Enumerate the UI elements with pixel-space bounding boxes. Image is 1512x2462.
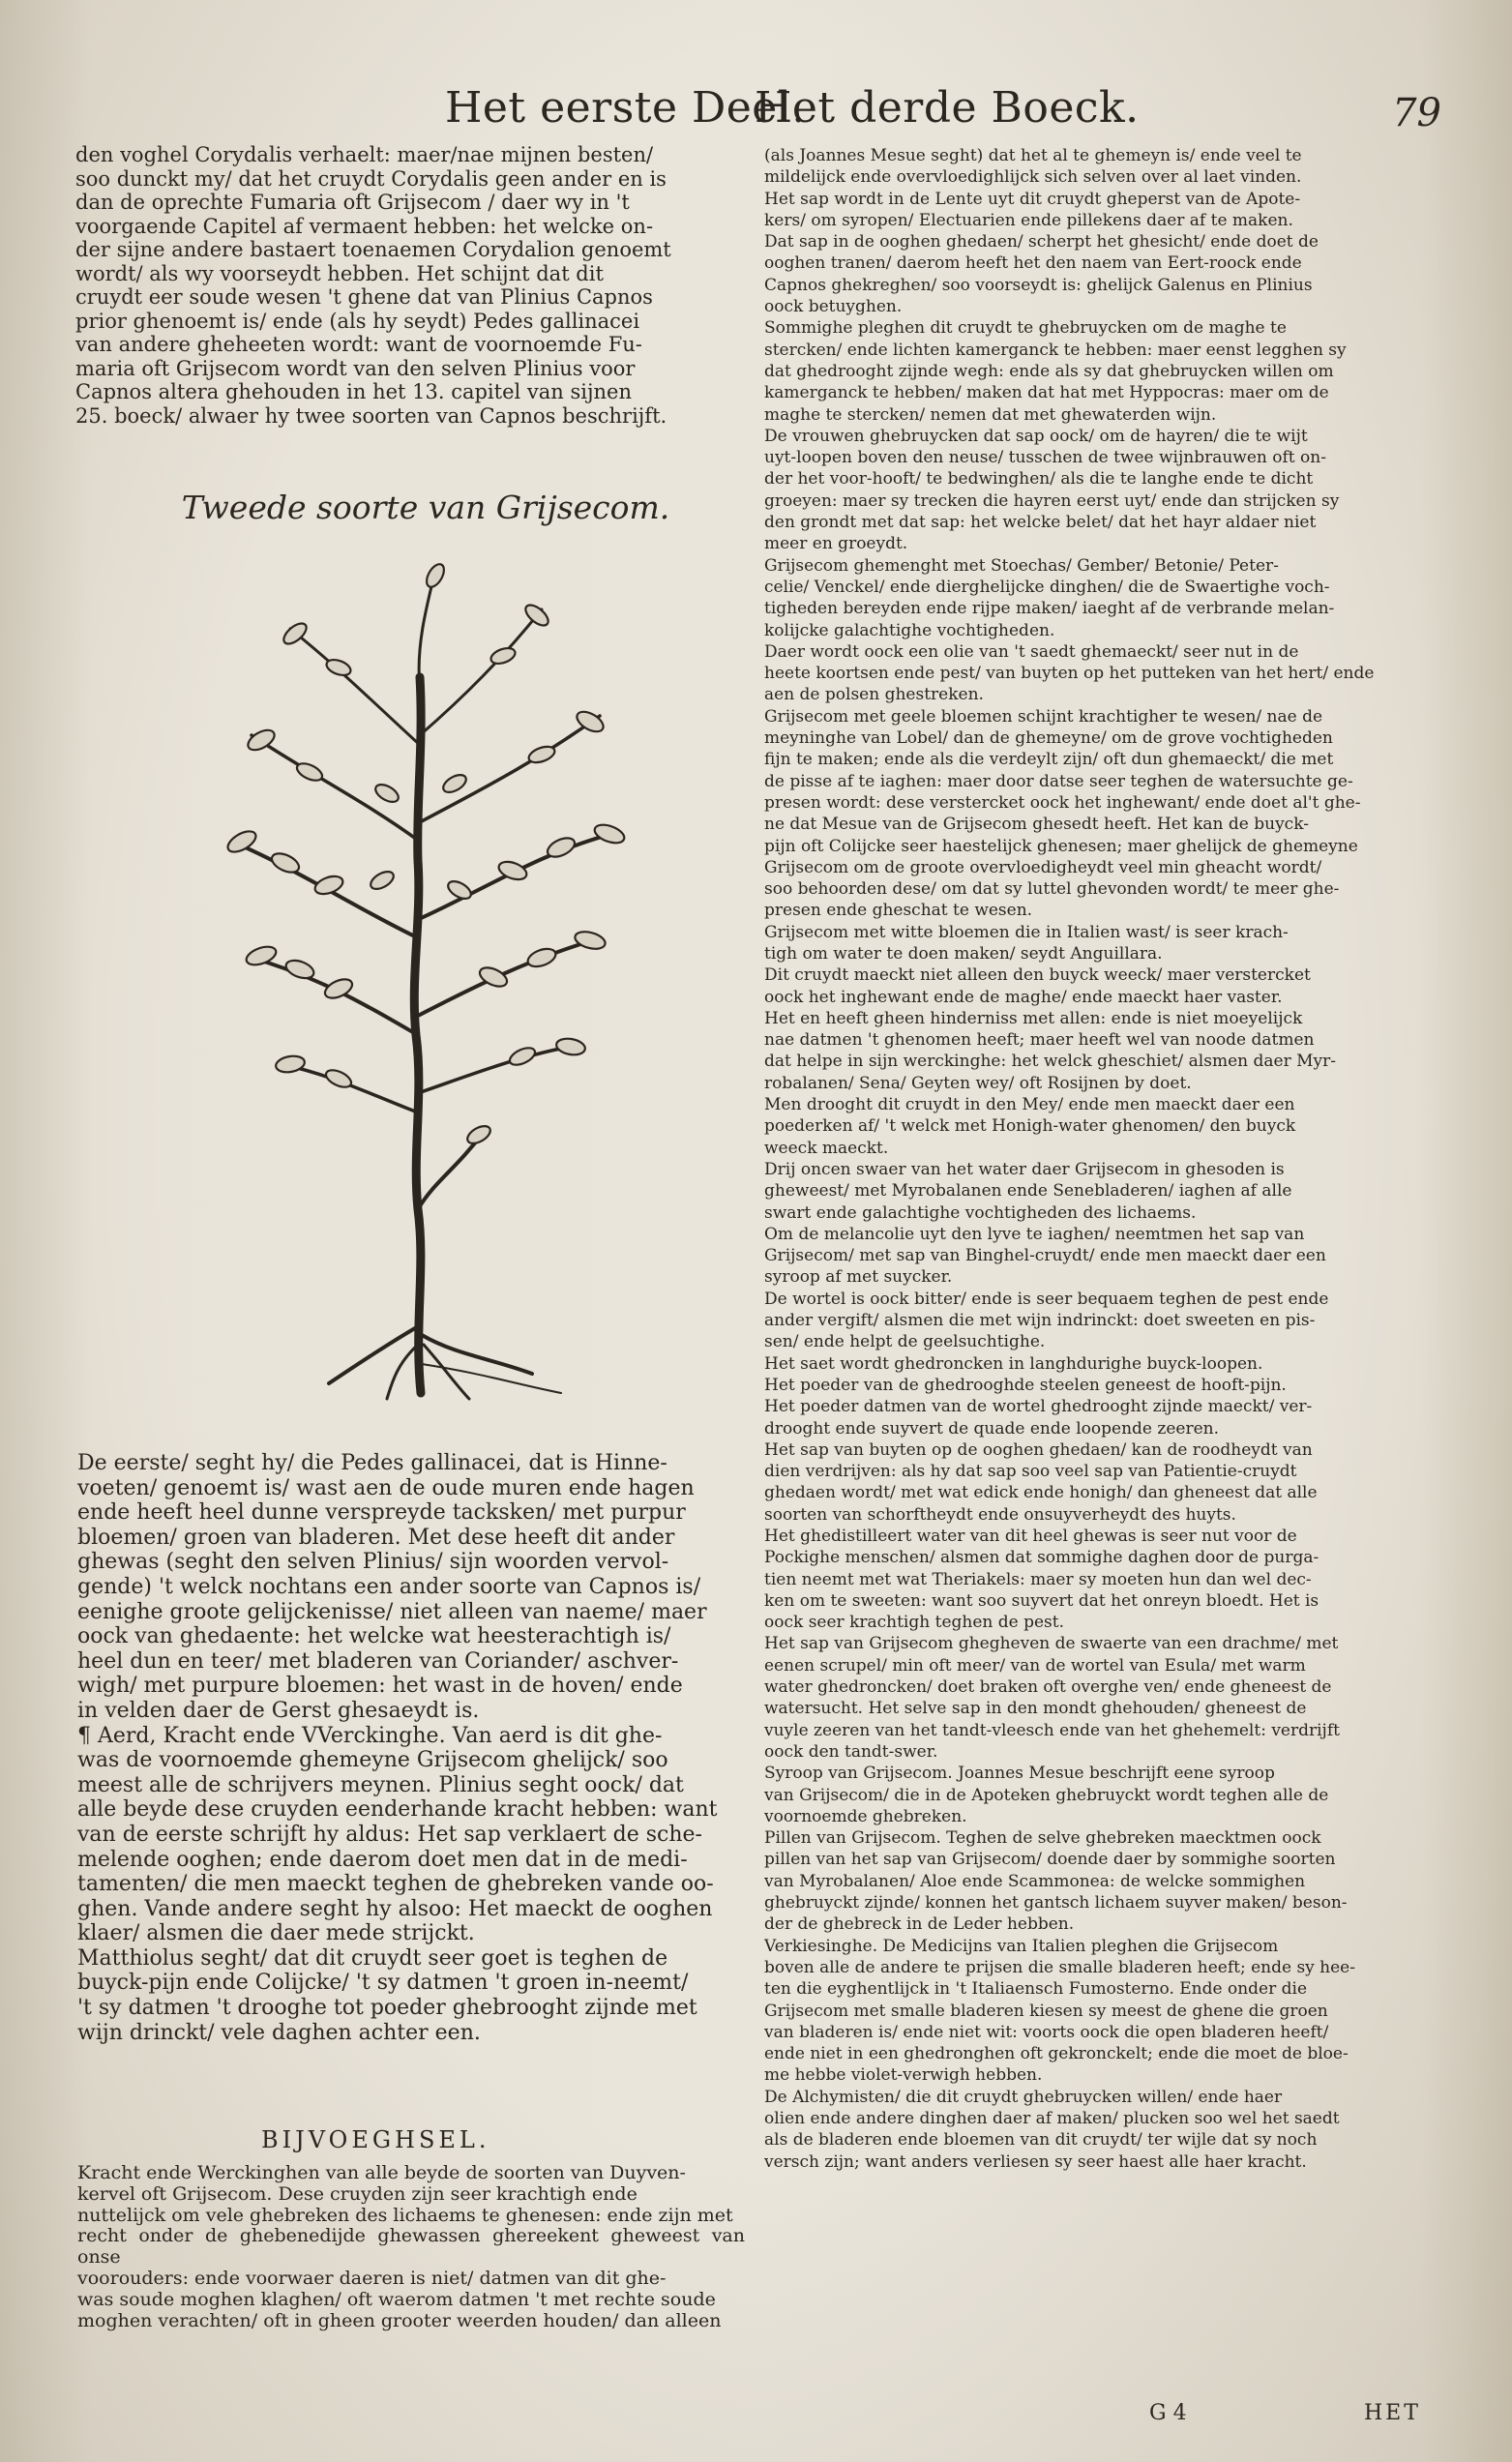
text-line: soo dunckt my/ dat het cruydt Corydalis geen ander en is xyxy=(75,166,667,191)
text-line: voornoemde ghebreken. xyxy=(764,1806,967,1826)
text-line: kers/ om syropen/ Electuarien ende pillekens daer af te maken. xyxy=(764,210,1293,230)
text-line: Dit cruydt maeckt niet alleen den buyck weeck/ maer verstercket xyxy=(764,965,1311,986)
text-line: meest alle de schrijvers meynen. Plinius seght oock/ dat xyxy=(77,1772,684,1797)
text-line: oock betuyghen. xyxy=(764,297,903,317)
section-heading: BIJVOEGHSEL. xyxy=(261,2126,490,2153)
text-line: water ghedroncken/ doet braken oft overghe ven/ ende gheneest de xyxy=(764,1677,1332,1698)
text-line: ende heeft heel dunne verspreyde tacksken/ met purpur xyxy=(77,1500,686,1526)
text-line: dat ghedrooght zijnde wegh: ende als sy dat ghebruycken willen om xyxy=(764,361,1334,381)
text-line: Syroop van Grijsecom. Joannes Mesue beschrijft eene syroop xyxy=(764,1764,1275,1784)
text-line: Het poeder datmen van de wortel ghedrooght zijnde maeckt/ ver- xyxy=(764,1397,1313,1417)
text-line: (als Joannes Mesue seght) dat het al te ghemeyn is/ ende veel te xyxy=(764,146,1302,165)
text-line: De vrouwen ghebruycken dat sap oock/ om de hayren/ die te wijt xyxy=(764,426,1308,446)
text-line: voorouders: ende voorwaer daeren is niet/ datmen van dit ghe- xyxy=(77,2267,667,2289)
text-line: Matthiolus seght/ dat dit cruydt seer goet is teghen de xyxy=(77,1945,668,1971)
text-line: Kracht ende Werckinghen van alle beyde de soorten van Duyven- xyxy=(77,2162,686,2183)
page-number: 79 xyxy=(1392,91,1441,135)
text-line: recht onder de ghebenedijde ghewassen ghereekent gheweest van onse xyxy=(77,2225,745,2269)
text-line: pijn oft Colijcke seer haestelijck ghenesen; maer ghelijck de ghemeyne xyxy=(764,836,1358,856)
text-line: Capnos altera ghehouden in het 13. capitel van sijnen xyxy=(75,380,632,403)
text-line: Grijsecom/ met sap van Binghel-cruydt/ ende men maeckt daer een xyxy=(764,1246,1326,1266)
text-line: Grijsecom ghemenght met Stoechas/ Gember/ Betonie/ Peter- xyxy=(764,555,1279,576)
text-line: als de bladeren ende bloemen van dit cruydt/ ter wijle dat sy noch xyxy=(764,2130,1318,2151)
text-line: Dat sap in de ooghen ghedaen/ scherpt het ghesicht/ ende doet de xyxy=(764,232,1319,252)
text-line: heete koortsen ende pest/ van buyten op het putteken van het hert/ ende xyxy=(764,664,1375,684)
text-line: Verkiesinghe. De Medicijns van Italien pleghen die Grijsecom xyxy=(764,1936,1279,1956)
text-line: oock het inghewant ende de maghe/ ende maeckt haer vaster. xyxy=(764,987,1283,1007)
text-line: Om de melancolie uyt den lyve te iaghen/ neemtmen het sap van xyxy=(764,1224,1305,1244)
text-line: Het sap van Grijsecom ghegheven de swaerte van een drachme/ met xyxy=(764,1634,1339,1654)
text-line: poederken af/ 't welck met Honigh-water ghenomen/ den buyck xyxy=(764,1116,1296,1137)
text-line: ander vergift/ alsmen die met wijn indrinckt: doet sweeten en pis- xyxy=(764,1311,1316,1331)
text-line: ¶ Aerd, Kracht ende VVerckinghe. Van aerd is dit ghe- xyxy=(77,1723,663,1748)
text-line: cruydt eer soude wesen 't ghene dat van Plinius Capnos xyxy=(75,285,653,309)
text-line: van de eerste schrijft hy aldus: Het sap verklaert de sche- xyxy=(77,1822,702,1847)
text-line: den grondt met dat sap: het welcke belet/ dat het hayr aldaer niet xyxy=(764,513,1317,533)
text-line: De wortel is oock bitter/ ende is seer bequaem teghen de pest ende xyxy=(764,1289,1329,1309)
text-line: Daer wordt oock een olie van 't saedt ghemaeckt/ seer nut in de xyxy=(764,641,1299,662)
text-line: de pisse af te iaghen: maer door datse seer teghen de watersuchte ge- xyxy=(764,771,1353,791)
text-line: prior ghenoemt is/ ende (als hy seydt) Pedes gallinacei xyxy=(75,309,640,333)
text-line: Pockighe menschen/ alsmen dat sommighe daghen door de purga- xyxy=(764,1548,1319,1568)
text-line: dan de oprechte Fumaria oft Grijsecom / daer wy in 't xyxy=(75,191,630,214)
text-line: was de voornoemde ghemeyne Grijsecom ghelijck/ soo xyxy=(77,1748,668,1773)
text-line: ghen. Vande andere seght hy alsoo: Het maeckt de ooghen xyxy=(77,1896,713,1921)
text-line: ken om te sweeten: want soo suyvert dat het onreyn bloedt. Het is xyxy=(764,1590,1319,1611)
text-line: dat helpe in sijn werckinghe: het welck gheschiet/ alsmen daer Myr- xyxy=(764,1052,1336,1072)
text-line: Het sap wordt in de Lente uyt dit cruydt gheperst van de Apote- xyxy=(764,189,1301,209)
text-line: 't sy datmen 't drooghe tot poeder ghebrooght zijnde met xyxy=(77,1996,697,2021)
text-line: soo behoorden dese/ om dat sy luttel ghevonden wordt/ te meer ghe- xyxy=(764,879,1340,900)
text-line: soorten van schorftheydt ende onsuyverheydt des huyts. xyxy=(764,1504,1236,1525)
text-line: presen ende gheschat te wesen. xyxy=(764,901,1033,921)
left-column-bottom-text xyxy=(77,1451,745,2045)
text-line: eenen scrupel/ min oft meer/ van de wortel van Esula/ met warm xyxy=(764,1655,1306,1676)
text-line: 25. boeck/ alwaer hy twee soorten van Capnos beschrijft. xyxy=(75,403,667,428)
bijvoeghsel-text xyxy=(77,2163,745,2331)
text-line: tien neemt met wat Theriakels: maer sy moeten hun dan wel dec- xyxy=(764,1569,1312,1589)
text-line: alle beyde dese cruyden eenderhande kracht hebben: want xyxy=(77,1797,718,1823)
text-line: weeck maeckt. xyxy=(764,1138,889,1158)
text-line: uyt-loopen boven den neuse/ tusschen de twee wijnbrauwen oft on- xyxy=(764,448,1326,468)
text-line: gende) 't welck nochtans een ander soorte van Capnos is/ xyxy=(77,1574,701,1599)
text-line: maghe te stercken/ nemen dat met ghewaterden wijn. xyxy=(764,404,1217,425)
text-line: Drij oncen swaer van het water daer Grijsecom in ghesoden is xyxy=(764,1159,1285,1179)
text-line: pillen van het sap van Grijsecom/ doende daer by sommighe soorten xyxy=(764,1850,1336,1870)
text-line: De Alchymisten/ die dit cruydt ghebruycken willen/ ende haer xyxy=(764,2087,1283,2107)
text-line: den voghel Corydalis verhaelt: maer/nae mijnen besten/ xyxy=(75,143,654,166)
text-line: ghedaen wordt/ met wat edick ende honigh/ dan gheneest dat alle xyxy=(764,1483,1318,1503)
text-line: Het sap van buyten op de ooghen ghedaen/ kan de roodheydt van xyxy=(764,1439,1313,1460)
text-line: celie/ Venckel/ ende dierghelijcke dinghen/ die de Swaertighe voch- xyxy=(764,577,1330,597)
right-column-text xyxy=(764,145,1441,2173)
text-line: kamerganck te hebben/ maken dat hat met Hyppocras: maer om de xyxy=(764,383,1329,403)
text-line: ende niet in een ghedronghen oft gekronckelt; ende die moet de bloe- xyxy=(764,2044,1349,2064)
text-line: buyck-pijn ende Colijcke/ 't sy datmen 't groen in-neemt/ xyxy=(77,1971,689,1996)
running-head-left: Het eerste Deel. xyxy=(445,83,806,133)
text-line: tigh om water te doen maken/ seydt Anguillara. xyxy=(764,943,1163,964)
text-line: meer en groeydt. xyxy=(764,534,908,554)
text-line: mildelijck ende overvloedighlijck sich selven over al laet vinden. xyxy=(764,167,1302,188)
text-line: fijn te maken; ende als die verdeylt zijn/ oft dun ghemaeckt/ die met xyxy=(764,750,1334,770)
text-line: tamenten/ die men maeckt teghen de ghebreken vande oo- xyxy=(77,1872,714,1897)
text-line: wigh/ met purpure bloemen: het wast in de hoven/ ende xyxy=(77,1674,683,1699)
text-line: moghen verachten/ oft in gheen grooter weerden houden/ dan alleen xyxy=(77,2309,722,2331)
text-line: me hebbe violet-verwigh hebben. xyxy=(764,2065,1043,2086)
text-line: ne dat Mesue van de Grijsecom ghesedt heeft. Het kan de buyck- xyxy=(764,815,1309,835)
text-line: nuttelijck om vele ghebreken des lichaems te ghenesen: ende zijn met xyxy=(77,2204,733,2226)
text-line: groeyen: maer sy trecken die hayren eerst uyt/ ende dan strijcken sy xyxy=(764,490,1340,511)
signature-mark: G 4 xyxy=(1149,2401,1187,2425)
text-line: swart ende galachtighe vochtigheden des lichaems. xyxy=(764,1202,1197,1223)
running-head-right: Het derde Boeck. xyxy=(755,83,1140,133)
text-line: Het poeder van de ghedrooghde steelen geneest de hooft-pijn. xyxy=(764,1375,1287,1395)
text-line: Het en heeft gheen hinderniss met allen: ende is niet moeyelijck xyxy=(764,1008,1303,1028)
text-line: kolijcke galachtighe vochtigheden. xyxy=(764,620,1055,640)
text-line: klaer/ alsmen die daer mede strijckt. xyxy=(77,1921,475,1946)
text-line: der sijne andere bastaert toenaemen Corydalion genoemt xyxy=(75,238,671,261)
text-line: van Grijsecom/ die in de Apoteken ghebruyckt wordt teghen alle de xyxy=(764,1785,1329,1805)
text-line: vuyle zeeren van het tandt-vleesch ende van het ghehemelt: verdrijft xyxy=(764,1720,1340,1740)
text-line: der de ghebreck in de Leder hebben. xyxy=(764,1914,1075,1935)
text-line: gheweest/ met Myrobalanen ende Senebladeren/ iaghen af alle xyxy=(764,1181,1292,1201)
text-line: kervel oft Grijsecom. Dese cruyden zijn seer krachtigh ende xyxy=(77,2182,637,2205)
text-line: Het saet wordt ghedroncken in langhdurighe buyck-loopen. xyxy=(764,1353,1263,1374)
text-line: wordt/ als wy voorseydt hebben. Het schijnt dat dit xyxy=(75,261,604,285)
text-line: syroop af met suycker. xyxy=(764,1267,953,1288)
text-line: bloemen/ groen van bladeren. Met dese heeft dit ander xyxy=(77,1525,675,1550)
text-line: oock den tandt-swer. xyxy=(764,1741,938,1762)
text-line: Men drooght dit cruydt in den Mey/ ende men maeckt daer een xyxy=(764,1095,1295,1115)
text-line: meyninghe van Lobel/ dan de ghemeyne/ om de grove vochtigheden xyxy=(764,728,1333,749)
text-line: Grijsecom met witte bloemen die in Italien wast/ is seer krach- xyxy=(764,922,1289,942)
figure-caption: Tweede soorte van Grijsecom. xyxy=(181,489,670,526)
text-line: stercken/ ende lichten kamerganck te hebben: maer eenst legghen sy xyxy=(764,340,1347,360)
text-line: De eerste/ seght hy/ die Pedes gallinacei, dat is Hinne- xyxy=(77,1451,667,1475)
text-line: Het ghedistilleert water van dit heel ghewas is seer nut voor de xyxy=(764,1527,1297,1546)
text-line: aen de polsen ghestreken. xyxy=(764,685,984,705)
catchword: HET xyxy=(1364,2401,1421,2425)
text-line: in velden daer de Gerst ghesaeydt is. xyxy=(77,1698,480,1723)
text-line: tigheden bereyden ende rijpe maken/ iaeght af de verbrande melan- xyxy=(764,599,1335,619)
text-line: boven alle de andere te prijsen die smalle bladeren heeft; ende sy hee- xyxy=(764,1957,1355,1977)
text-line: Grijsecom om de groote overvloedigheydt veel min gheacht wordt/ xyxy=(764,857,1322,877)
text-line: Grijsecom met smalle bladeren kiesen sy meest de ghene die groen xyxy=(764,2001,1328,2021)
text-line: Grijsecom met geele bloemen schijnt krachtigher te wesen/ nae de xyxy=(764,706,1323,727)
text-line: heel dun en teer/ met bladeren van Coriander/ aschver- xyxy=(77,1648,679,1674)
text-line: wijn drinckt/ vele daghen achter een. xyxy=(77,2020,481,2045)
running-head xyxy=(426,75,1470,143)
left-column-top-text xyxy=(75,143,743,428)
text-line: ghebruyckt zijnde/ konnen het gantsch lichaem suyver maken/ beson- xyxy=(764,1893,1348,1913)
text-line: drooght ende suyvert de quade ende loopende zeeren. xyxy=(764,1418,1219,1439)
text-line: dien verdrijven: als hy dat sap soo veel sap van Patientie-cruydt xyxy=(764,1462,1297,1482)
text-line: voorgaende Capitel af vermaent hebben: het welcke on- xyxy=(75,214,654,238)
text-line: maria oft Grijsecom wordt van den selven Plinius voor xyxy=(75,356,636,380)
text-line: oock seer krachtigh teghen de pest. xyxy=(764,1613,1064,1633)
text-line: der het voor-hooft/ te bedwinghen/ als die te langhe ende te dicht xyxy=(764,469,1314,489)
text-line: ooghen tranen/ daerom heeft het den naem van Eert-roock ende xyxy=(764,253,1302,274)
plant-woodcut-illustration xyxy=(193,551,648,1403)
text-line: Capnos ghekreghen/ soo voorseydt is: ghelijck Galenus en Plinius xyxy=(764,275,1313,295)
text-line: nae datmen 't ghenomen heeft; maer heeft wel van noode datmen xyxy=(764,1030,1315,1051)
text-line: robalanen/ Sena/ Geyten wey/ oft Rosijnen by doet. xyxy=(764,1073,1192,1093)
text-line: sen/ ende helpt de geelsuchtighe. xyxy=(764,1332,1046,1352)
text-line: van Myrobalanen/ Aloe ende Scammonea: de welcke sommighen xyxy=(764,1871,1306,1891)
text-line: eenighe groote gelijckenisse/ niet alleen van naeme/ maer xyxy=(77,1599,707,1624)
text-line: melende ooghen; ende daerom doet men dat in de medi- xyxy=(77,1847,688,1872)
text-line: voeten/ genoemt is/ wast aen de oude muren ende hagen xyxy=(77,1475,695,1500)
text-line: ghewas (seght den selven Plinius/ sijn woorden vervol- xyxy=(77,1550,669,1575)
text-line: ten die eyghentlijck in 't Italiaensch Fumosterno. Ende onder die xyxy=(764,1979,1308,2000)
text-line: oock van ghedaente: het welcke wat heesterachtigh is/ xyxy=(77,1624,671,1649)
text-line: van bladeren is/ ende niet wit: voorts oock die open bladeren heeft/ xyxy=(764,2022,1329,2042)
text-line: Sommighe pleghen dit cruydt te ghebruycken om de maghe te xyxy=(764,318,1287,339)
text-line: watersucht. Het selve sap in den mondt ghehouden/ gheneest de xyxy=(764,1699,1307,1719)
text-line: presen wordt: dese verstercket oock het inghewant/ ende doet al't ghe- xyxy=(764,792,1361,813)
text-line: olien ende andere dinghen daer af maken/ plucken soo wel het saedt xyxy=(764,2109,1340,2129)
text-line: van andere gheheeten wordt: want de voornoemde Fu- xyxy=(75,333,642,356)
text-line: Pillen van Grijsecom. Teghen de selve ghebreken maecktmen oock xyxy=(764,1828,1321,1849)
text-line: versch zijn; want anders verliesen sy seer haest alle haer kracht. xyxy=(764,2151,1307,2172)
text-line: was soude moghen klaghen/ oft waerom datmen 't met rechte soude xyxy=(77,2288,716,2310)
